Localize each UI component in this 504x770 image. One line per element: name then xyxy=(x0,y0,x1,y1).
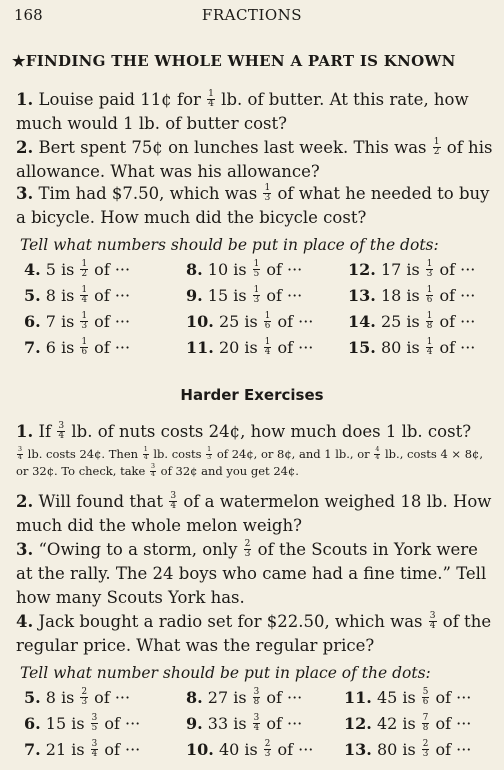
fraction xyxy=(91,714,99,733)
problem-number: 2. xyxy=(16,492,34,511)
fraction xyxy=(422,688,430,707)
exercise-suffix: of ··· xyxy=(89,312,131,331)
fraction-numerator: 1 xyxy=(81,311,88,322)
exercise-suffix: of ··· xyxy=(99,740,141,759)
exercise-item xyxy=(344,714,471,734)
fraction-numerator: 1 xyxy=(81,285,88,296)
fraction-numerator: 1 xyxy=(264,337,271,348)
problem xyxy=(16,538,494,610)
exercise-item xyxy=(186,740,313,760)
instruction: Tell what number should be put in place of the dots: xyxy=(20,664,431,682)
exercise-text: 5 is xyxy=(45,260,80,279)
fraction-numerator: 5 xyxy=(422,687,429,698)
fraction-denominator: 3 xyxy=(81,697,88,707)
fraction-numerator: 3 xyxy=(91,739,98,750)
exercise-grid xyxy=(16,688,500,766)
fraction-numerator: 1 xyxy=(426,259,433,270)
fraction-denominator: 4 xyxy=(18,453,23,461)
exercise-item xyxy=(24,338,130,358)
exercise-item xyxy=(348,286,475,306)
fraction-denominator: 3 xyxy=(264,193,271,203)
fraction xyxy=(80,688,88,707)
exercise-text: 80 is xyxy=(380,338,425,357)
exercise-item xyxy=(24,688,130,708)
exercise-number: 10. xyxy=(186,740,214,759)
exercise-item xyxy=(186,714,302,734)
exercise-text: 8 is xyxy=(45,688,80,707)
problem xyxy=(16,490,494,538)
exercise-number: 6. xyxy=(24,312,41,331)
section-title: ★FINDING THE WHOLE WHEN A PART IS KNOWN xyxy=(12,52,456,70)
exercise-text: 15 is xyxy=(45,714,90,733)
exercise-item xyxy=(186,338,313,358)
problem-text: “Owing to a storm, only xyxy=(38,540,243,559)
worked-example xyxy=(16,446,494,480)
exercise-text: 42 is xyxy=(376,714,421,733)
exercise-number: 9. xyxy=(186,286,203,305)
exercise-text: 10 is xyxy=(207,260,252,279)
fraction-numerator: 1 xyxy=(433,136,440,147)
problem-text: Will found that xyxy=(38,492,169,511)
fraction xyxy=(169,492,177,511)
exercise-suffix: of ··· xyxy=(261,260,303,279)
exercise-number: 13. xyxy=(344,740,372,759)
problem-text: of what he needed to buy a bicycle. How much did the bicycle cost? xyxy=(16,184,490,227)
running-title: FRACTIONS xyxy=(201,6,303,24)
fraction-numerator: 1 xyxy=(426,285,433,296)
example-text: of 24¢, or 8¢, and 1 lb., or xyxy=(213,447,374,461)
fraction-numerator: 4 xyxy=(375,446,380,454)
fraction-denominator: 4 xyxy=(253,723,260,733)
exercise-item xyxy=(24,740,140,760)
fraction-denominator: 6 xyxy=(264,321,271,331)
fraction xyxy=(91,740,99,759)
fraction-numerator: 3 xyxy=(253,687,260,698)
exercise-suffix: of ··· xyxy=(261,688,303,707)
problem-text: of the Scouts in York were at the rally. The 24 boys who came had a fine time.” Tell how many Scouts York has. xyxy=(16,540,487,607)
example-text: of 32¢ and you get 24¢. xyxy=(157,464,299,478)
fraction xyxy=(374,447,380,461)
problem-text: lb. of nuts costs 24¢, how much does 1 lb. cost? xyxy=(66,422,472,441)
fraction xyxy=(263,184,271,203)
fraction-numerator: 3 xyxy=(429,610,436,621)
problem-number: 4. xyxy=(16,612,34,631)
fraction-numerator: 1 xyxy=(426,337,433,348)
fraction-numerator: 3 xyxy=(150,463,156,471)
fraction-numerator: 3 xyxy=(18,446,23,454)
fraction-numerator: 1 xyxy=(208,88,214,99)
fraction-denominator: 6 xyxy=(422,697,429,707)
problem xyxy=(16,182,494,230)
exercise-item xyxy=(348,260,475,280)
exercise-number: 10. xyxy=(186,312,214,331)
fraction xyxy=(80,338,88,357)
fraction-denominator: 3 xyxy=(426,269,433,279)
fraction-denominator: 3 xyxy=(81,321,88,331)
fraction-denominator: 4 xyxy=(429,621,436,631)
harder-exercises-title: Harder Exercises xyxy=(180,386,324,404)
exercise-text: 25 is xyxy=(380,312,425,331)
exercise-suffix: of ··· xyxy=(261,286,303,305)
fraction xyxy=(426,338,434,357)
exercise-suffix: of ··· xyxy=(261,714,303,733)
exercise-suffix: of ··· xyxy=(272,338,314,357)
exercise-item xyxy=(24,312,130,332)
fraction xyxy=(253,286,261,305)
exercise-number: 8. xyxy=(186,688,203,707)
fraction xyxy=(426,260,434,279)
problem-text: of a watermelon weighed 18 lb. How much did the whole melon weigh? xyxy=(16,492,492,535)
fraction-denominator: 3 xyxy=(264,749,271,759)
problem xyxy=(16,610,494,658)
exercise-text: 20 is xyxy=(218,338,263,357)
fraction xyxy=(57,422,65,441)
fraction xyxy=(422,714,430,733)
fraction-denominator: 4 xyxy=(170,501,177,511)
exercise-item xyxy=(24,714,140,734)
problem xyxy=(16,420,494,444)
fraction-denominator: 4 xyxy=(143,453,148,461)
problem-text: Bert spent 75¢ on lunches last week. This was xyxy=(38,138,432,157)
exercise-number: 4. xyxy=(24,260,41,279)
fraction xyxy=(80,286,88,305)
exercise-item xyxy=(348,338,475,358)
fraction-numerator: 2 xyxy=(264,739,271,750)
fraction-denominator: 6 xyxy=(426,295,433,305)
fraction xyxy=(433,138,441,157)
exercise-text: 80 is xyxy=(376,740,421,759)
page-number: 168 xyxy=(14,6,43,24)
exercise-suffix: of ··· xyxy=(99,714,141,733)
fraction-numerator: 1 xyxy=(207,446,212,454)
exercise-number: 5. xyxy=(24,688,41,707)
fraction-numerator: 3 xyxy=(170,490,177,501)
fraction-denominator: 4 xyxy=(150,470,156,478)
fraction-denominator: 8 xyxy=(253,697,260,707)
exercise-number: 5. xyxy=(24,286,41,305)
fraction-numerator: 3 xyxy=(253,713,260,724)
exercise-item xyxy=(348,312,475,332)
problem-number: 3. xyxy=(16,184,34,203)
fraction xyxy=(264,740,272,759)
exercise-text: 40 is xyxy=(218,740,263,759)
exercise-suffix: of ··· xyxy=(430,714,472,733)
exercise-suffix: of ··· xyxy=(434,338,476,357)
fraction-numerator: 1 xyxy=(253,285,260,296)
exercise-number: 15. xyxy=(348,338,376,357)
fraction xyxy=(244,540,252,559)
fraction xyxy=(429,612,437,631)
exercise-text: 15 is xyxy=(207,286,252,305)
exercise-text: 27 is xyxy=(207,688,252,707)
example-text: lb. costs xyxy=(149,447,206,461)
fraction xyxy=(422,740,430,759)
fraction xyxy=(253,688,261,707)
problem-text: lb. of butter. At this rate, how much would 1 lb. of butter cost? xyxy=(16,90,469,133)
fraction-denominator: 3 xyxy=(207,453,212,461)
fraction xyxy=(150,464,156,478)
problem-text: Tim had $7.50, which was xyxy=(38,184,263,203)
exercise-number: 8. xyxy=(186,260,203,279)
problem-text: of his allowance. What was his allowance? xyxy=(16,138,493,181)
exercise-suffix: of ··· xyxy=(434,260,476,279)
fraction-numerator: 2 xyxy=(422,739,429,750)
exercise-item xyxy=(24,260,130,280)
fraction-numerator: 3 xyxy=(58,420,65,431)
problem-text: If xyxy=(38,422,57,441)
fraction-denominator: 4 xyxy=(426,347,433,357)
fraction-denominator: 4 xyxy=(375,453,380,461)
fraction-numerator: 3 xyxy=(91,713,98,724)
fraction-denominator: 2 xyxy=(433,147,440,157)
exercise-number: 11. xyxy=(344,688,372,707)
exercise-item xyxy=(24,286,130,306)
fraction xyxy=(143,447,149,461)
exercise-text: 7 is xyxy=(45,312,80,331)
problem-text: of the regular price. What was the regular price? xyxy=(16,612,492,655)
problem-number: 1. xyxy=(16,422,34,441)
problem xyxy=(16,136,494,184)
fraction-denominator: 4 xyxy=(208,99,214,109)
exercise-number: 12. xyxy=(348,260,376,279)
problem-number: 3. xyxy=(16,540,34,559)
exercise-suffix: of ··· xyxy=(89,260,131,279)
fraction xyxy=(80,260,88,279)
fraction-numerator: 1 xyxy=(81,337,88,348)
exercise-text: 45 is xyxy=(376,688,421,707)
fraction-denominator: 3 xyxy=(244,549,251,559)
instruction: Tell what numbers should be put in place of the dots: xyxy=(20,236,439,254)
problem-text: Louise paid 11¢ for xyxy=(38,90,207,109)
fraction-numerator: 1 xyxy=(264,182,271,193)
fraction-denominator: 3 xyxy=(422,749,429,759)
fraction-denominator: 5 xyxy=(253,269,260,279)
exercise-number: 6. xyxy=(24,714,41,733)
exercise-text: 21 is xyxy=(45,740,90,759)
problem-text: Jack bought a radio set for $22.50, which was xyxy=(38,612,428,631)
exercise-suffix: of ··· xyxy=(89,338,131,357)
exercise-item xyxy=(186,260,302,280)
fraction-denominator: 6 xyxy=(81,347,88,357)
fraction xyxy=(253,714,261,733)
fraction-denominator: 4 xyxy=(91,749,98,759)
exercise-suffix: of ··· xyxy=(430,688,472,707)
fraction-numerator: 1 xyxy=(264,311,271,322)
example-text: lb., costs 4 × 8¢, or 32¢. To check, take xyxy=(16,447,484,478)
exercise-item xyxy=(186,688,302,708)
exercise-item xyxy=(186,312,313,332)
exercise-text: 6 is xyxy=(45,338,80,357)
problem-number: 1. xyxy=(16,90,34,109)
exercise-number: 14. xyxy=(348,312,376,331)
fraction-numerator: 2 xyxy=(244,538,251,549)
exercise-text: 8 is xyxy=(45,286,80,305)
fraction-numerator: 2 xyxy=(81,687,88,698)
exercise-suffix: of ··· xyxy=(430,740,472,759)
fraction-numerator: 1 xyxy=(253,259,260,270)
exercise-number: 12. xyxy=(344,714,372,733)
fraction xyxy=(426,312,434,331)
exercise-number: 13. xyxy=(348,286,376,305)
exercise-suffix: of ··· xyxy=(272,312,314,331)
fraction-denominator: 8 xyxy=(426,321,433,331)
fraction-numerator: 1 xyxy=(426,311,433,322)
fraction-denominator: 4 xyxy=(264,347,271,357)
fraction-numerator: 7 xyxy=(422,713,429,724)
exercise-item xyxy=(344,688,471,708)
fraction xyxy=(264,312,272,331)
fraction xyxy=(253,260,261,279)
exercise-text: 33 is xyxy=(207,714,252,733)
fraction-denominator: 2 xyxy=(81,269,88,279)
exercise-number: 7. xyxy=(24,740,41,759)
fraction xyxy=(17,447,23,461)
fraction-numerator: 1 xyxy=(81,259,88,270)
fraction xyxy=(206,447,212,461)
fraction-denominator: 4 xyxy=(81,295,88,305)
problem-number: 2. xyxy=(16,138,34,157)
exercise-text: 17 is xyxy=(380,260,425,279)
fraction-denominator: 8 xyxy=(422,723,429,733)
exercise-suffix: of ··· xyxy=(272,740,314,759)
exercise-text: 18 is xyxy=(380,286,425,305)
fraction xyxy=(80,312,88,331)
fraction xyxy=(264,338,272,357)
fraction-numerator: 1 xyxy=(143,446,148,454)
example-text: lb. costs 24¢. Then xyxy=(24,447,142,461)
fraction-denominator: 4 xyxy=(58,431,65,441)
exercise-suffix: of ··· xyxy=(434,286,476,305)
fraction-denominator: 5 xyxy=(91,723,98,733)
exercise-text: 25 is xyxy=(218,312,263,331)
exercise-number: 7. xyxy=(24,338,41,357)
exercise-number: 11. xyxy=(186,338,214,357)
page-header xyxy=(14,6,490,28)
exercise-suffix: of ··· xyxy=(89,286,131,305)
exercise-grid xyxy=(16,260,500,364)
exercise-suffix: of ··· xyxy=(434,312,476,331)
problem xyxy=(16,88,494,136)
fraction xyxy=(426,286,434,305)
exercise-item xyxy=(186,286,302,306)
exercise-item xyxy=(344,740,471,760)
fraction xyxy=(207,90,215,109)
fraction-denominator: 3 xyxy=(253,295,260,305)
exercise-number: 9. xyxy=(186,714,203,733)
exercise-suffix: of ··· xyxy=(89,688,131,707)
